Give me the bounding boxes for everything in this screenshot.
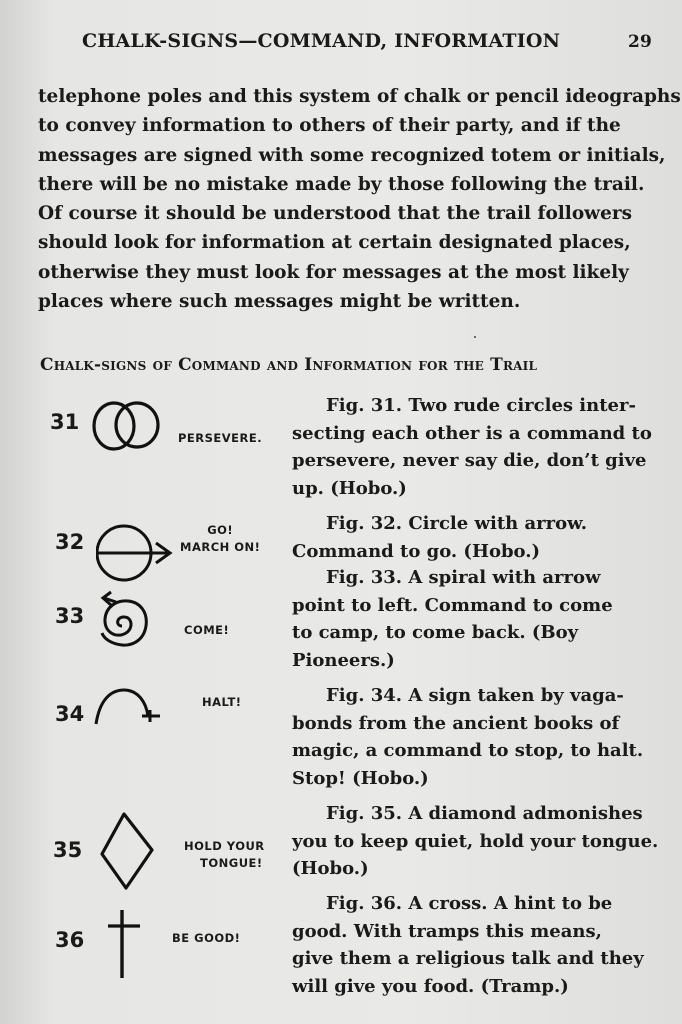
desc-line: to camp, to come back. (Boy bbox=[292, 622, 579, 643]
running-header bbox=[82, 30, 662, 52]
intro-line: to convey information to others of their party, and if the bbox=[38, 115, 621, 137]
hand-label bbox=[184, 838, 265, 872]
diamond-icon bbox=[94, 810, 158, 894]
intro-line: otherwise they must look for messages at the most likely bbox=[38, 261, 629, 283]
spiral-arrow-left-icon bbox=[96, 588, 156, 652]
running-title: CHALK-SIGNS—COMMAND, INFORMATION bbox=[82, 30, 561, 52]
section-title: Chalk-signs of Command and Information for the Trail bbox=[40, 355, 538, 375]
intro-line: Of course it should be understood that the trail followers bbox=[38, 203, 633, 225]
hand-label-line: HOLD YOUR bbox=[184, 839, 265, 853]
page-number: 29 bbox=[627, 32, 652, 52]
desc-line: give them a religious talk and they bbox=[292, 948, 644, 969]
figure-number: 34 bbox=[55, 702, 85, 726]
desc-line: Fig. 33. A spiral with arrow bbox=[326, 567, 601, 588]
hand-label bbox=[178, 430, 262, 447]
intro-paragraph bbox=[38, 82, 681, 316]
figure-description bbox=[292, 392, 652, 502]
desc-line: Command to go. (Hobo.) bbox=[292, 540, 541, 562]
hand-label-line: COME! bbox=[184, 623, 230, 637]
hand-label-line: BE GOOD! bbox=[172, 931, 241, 945]
figure-number: 31 bbox=[50, 410, 80, 434]
figure-description bbox=[292, 800, 659, 883]
figure-description bbox=[292, 510, 646, 565]
intro-line: there will be no mistake made by those following the trail. bbox=[38, 173, 645, 195]
desc-line: Stop! (Hobo.) bbox=[292, 767, 429, 789]
desc-line: persevere, never say die, don’t give bbox=[292, 450, 647, 471]
intro-line: places where such messages might be written. bbox=[38, 291, 521, 313]
two-intersecting-circles-icon bbox=[88, 398, 168, 454]
figure-number: 32 bbox=[55, 530, 85, 554]
desc-line: point to left. Command to come bbox=[292, 594, 613, 616]
desc-line: Fig. 31. Two rude circles inter- bbox=[326, 395, 636, 416]
hand-label-line: TONGUE! bbox=[200, 856, 263, 870]
desc-line: will give you food. (Tramp.) bbox=[292, 975, 569, 997]
figure-number: 36 bbox=[55, 928, 85, 952]
print-speck bbox=[474, 336, 476, 338]
desc-line: bonds from the ancient books of bbox=[292, 712, 620, 734]
desc-line: (Hobo.) bbox=[292, 858, 369, 879]
circle-with-arrow-icon bbox=[96, 516, 176, 586]
hand-label bbox=[180, 522, 260, 556]
figure-description bbox=[292, 564, 646, 674]
intro-line: messages are signed with some recognized totem or initials, bbox=[38, 144, 666, 166]
figure-description bbox=[292, 890, 646, 1000]
desc-line: Fig. 34. A sign taken by vaga- bbox=[326, 685, 624, 706]
hand-label bbox=[202, 694, 242, 711]
hand-label-line: PERSEVERE. bbox=[178, 431, 263, 445]
figure-description bbox=[292, 682, 646, 792]
desc-line: magic, a command to stop, to halt. bbox=[292, 740, 644, 761]
cross-icon bbox=[104, 908, 144, 982]
desc-line: secting each other is a command to bbox=[292, 422, 652, 444]
desc-line: you to keep quiet, hold your tongue. bbox=[292, 830, 659, 852]
figure-number: 33 bbox=[55, 604, 85, 628]
halt-arc-icon bbox=[88, 684, 168, 734]
hand-label bbox=[172, 930, 240, 947]
desc-line: Pioneers.) bbox=[292, 649, 395, 671]
hand-label-line: HALT! bbox=[202, 695, 242, 709]
hand-label-line: MARCH ON! bbox=[180, 540, 261, 554]
hand-label-line: GO! bbox=[207, 523, 234, 537]
desc-line: good. With tramps this means, bbox=[292, 920, 602, 942]
hand-label bbox=[184, 622, 229, 639]
desc-line: Fig. 36. A cross. A hint to be bbox=[326, 893, 613, 914]
desc-line: Fig. 35. A diamond admonishes bbox=[326, 803, 643, 824]
intro-line: should look for information at certain designated places, bbox=[38, 232, 631, 254]
desc-line: Fig. 32. Circle with arrow. bbox=[326, 513, 588, 534]
desc-line: up. (Hobo.) bbox=[292, 477, 407, 499]
figure-number: 35 bbox=[53, 838, 83, 862]
intro-line: telephone poles and this system of chalk or pencil ideographs bbox=[38, 86, 681, 107]
